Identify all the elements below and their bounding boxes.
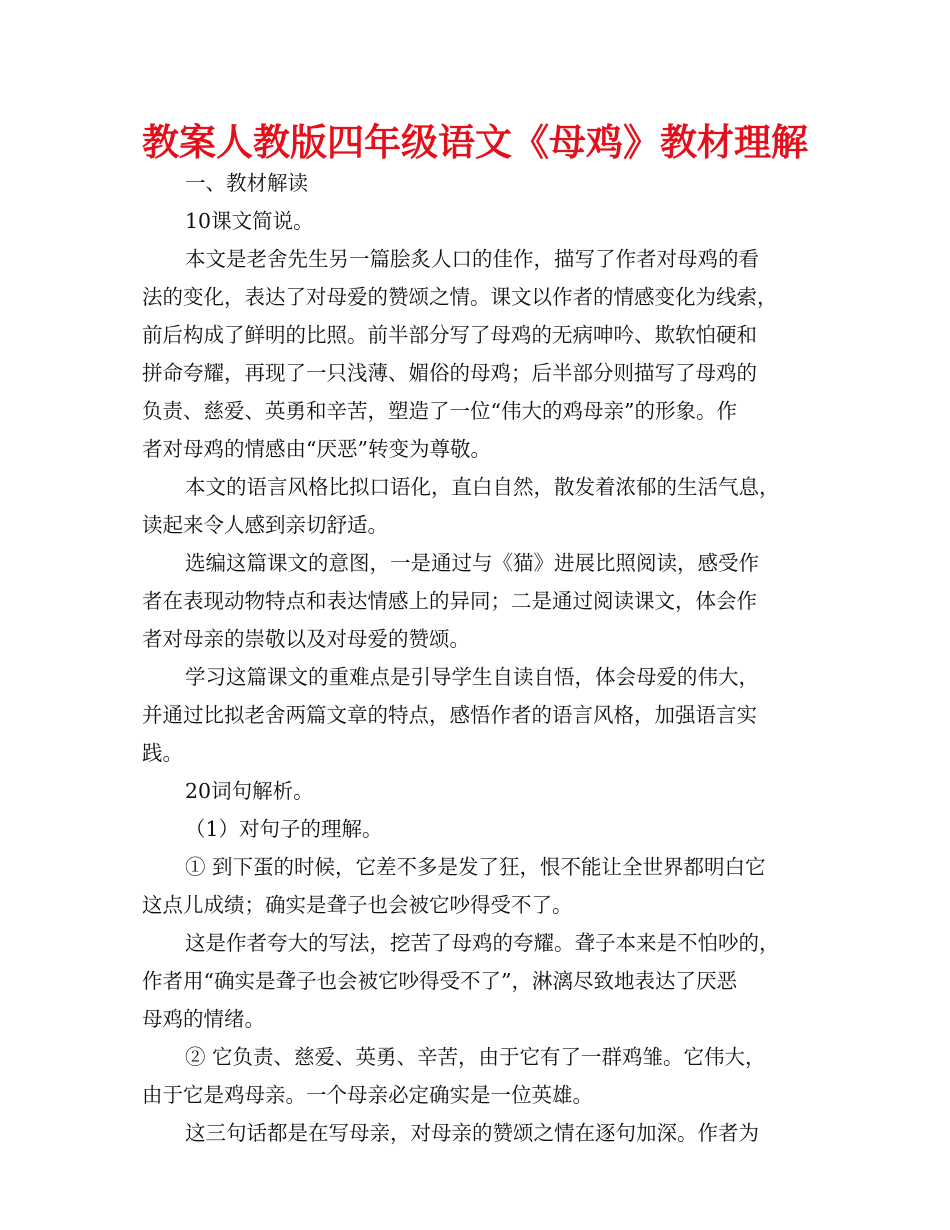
paragraph-line: 践。 — [142, 741, 183, 765]
paragraph-line: 这是作者夸大的写法，挖苦了母鸡的夸耀。聋子本来是不怕吵的， — [185, 931, 780, 955]
paragraph-line: 者对母亲的崇敬以及对母爱的赞颂。 — [142, 627, 470, 651]
paragraph-line: 作者用“确实是聋子也会被它吵得受不了”，淋漓尽致地表达了厌恶 — [142, 969, 737, 993]
paragraph-line: 前后构成了鲜明的比照。前半部分写了母鸡的无病呻吟、欺软怕硬和 — [142, 323, 757, 347]
paragraph-line: 法的变化，表达了对母爱的赞颂之情。课文以作者的情感变化为线索， — [142, 285, 778, 309]
document-title: 教案人教版四年级语文《母鸡》教材理解 — [142, 121, 808, 164]
paragraph-line: 者在表现动物特点和表达情感上的异同；二是通过阅读课文，体会作 — [142, 589, 757, 613]
paragraph-line: ① 到下蛋的时候，它差不多是发了狂，恨不能让全世界都明白它 — [185, 855, 766, 879]
paragraph-line: 负责、慈爱、英勇和辛苦，塑造了一位“伟大的鸡母亲”的形象。作 — [142, 399, 737, 423]
paragraph-line: 本文是老舍先生另一篇脍炙人口的佳作，描写了作者对母鸡的看 — [185, 247, 759, 271]
paragraph-line: 母鸡的情绪。 — [142, 1007, 265, 1031]
paragraph-line: 一、教材解读 — [185, 171, 308, 195]
paragraph-line: 本文的语言风格比拟口语化，直白自然，散发着浓郁的生活气息， — [185, 475, 780, 499]
paragraph-line: 并通过比拟老舍两篇文章的特点，感悟作者的语言风格，加强语言实 — [142, 703, 757, 727]
paragraph-line: 10课文简说。 — [185, 209, 314, 233]
paragraph-line: 读起来令人感到亲切舒适。 — [142, 513, 388, 537]
paragraph-line: 20词句解析。 — [185, 779, 314, 803]
paragraph-line: 这三句话都是在写母亲，对母亲的赞颂之情在逐句加深。作者为 — [185, 1121, 759, 1145]
paragraph-line: 选编这篇课文的意图，一是通过与《猫》进展比照阅读，感受作 — [185, 551, 759, 575]
paragraph-line: 者对母鸡的情感由“厌恶”转变为尊敬。 — [142, 437, 491, 461]
paragraph-line: 学习这篇课文的重难点是引导学生自读自悟，体会母爱的伟大， — [185, 665, 759, 689]
paragraph-line: ② 它负责、慈爱、英勇、辛苦，由于它有了一群鸡雏。它伟大， — [185, 1045, 766, 1069]
paragraph-line: 拼命夸耀，再现了一只浅薄、媚俗的母鸡；后半部分则描写了母鸡的 — [142, 361, 757, 385]
paragraph-line: 这点儿成绩；确实是聋子也会被它吵得受不了。 — [142, 893, 573, 917]
paragraph-line: （1）对句子的理解。 — [185, 817, 383, 841]
paragraph-line: 由于它是鸡母亲。一个母亲必定确实是一位英雄。 — [142, 1083, 593, 1107]
